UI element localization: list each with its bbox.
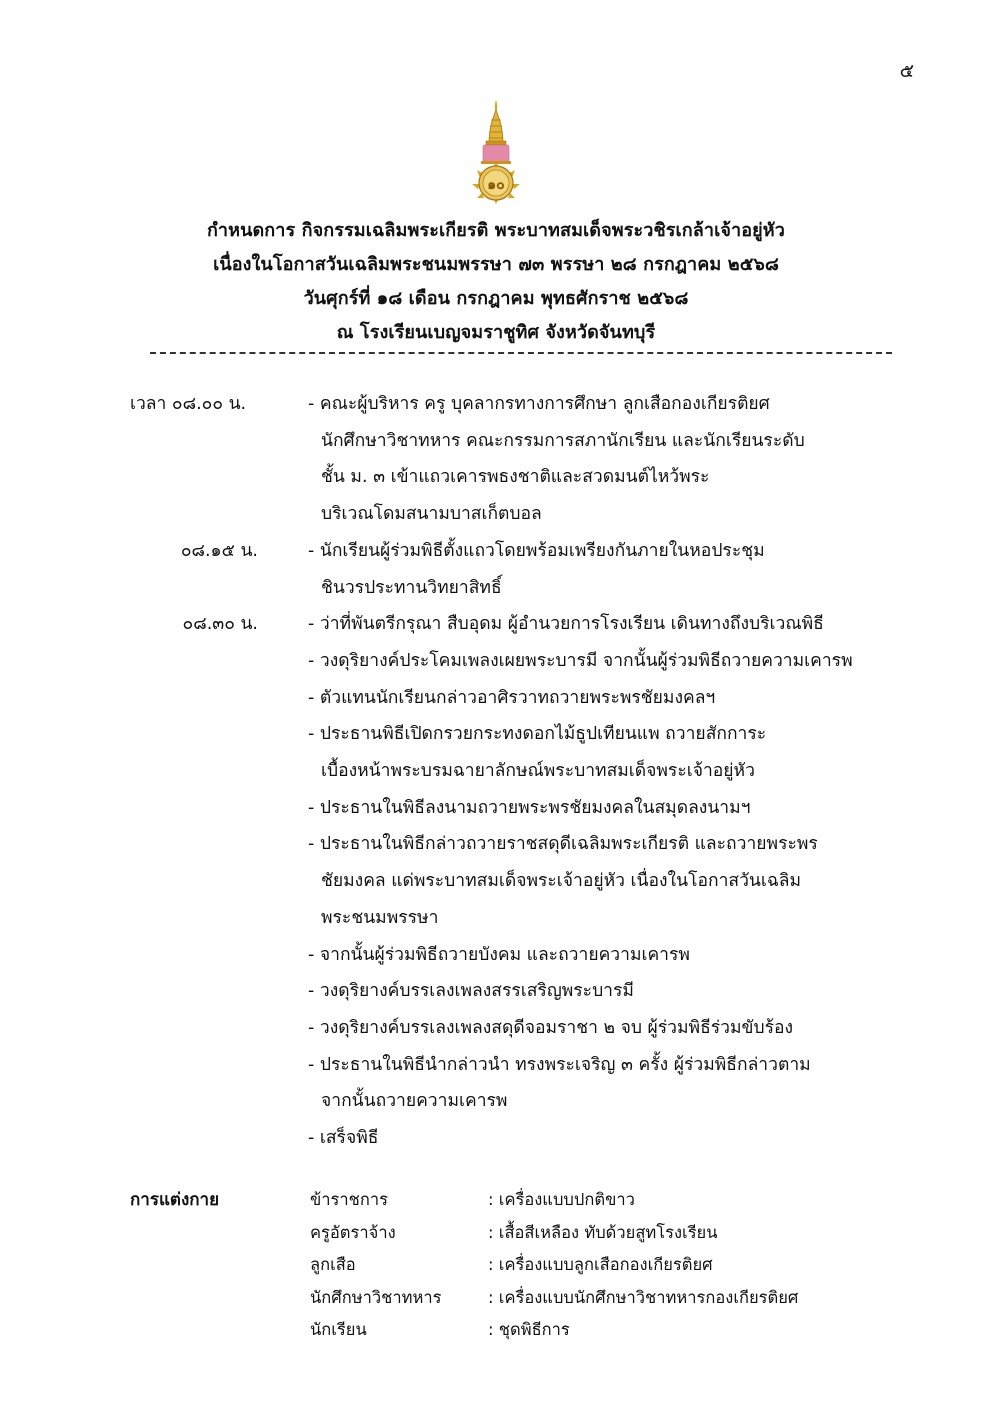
schedule-item-line: - ประธานในพิธีนำกล่าวนำ ทรงพระเจริญ ๓ ครั้ง ผู้ร่วมพิธีกล่าวตาม [308,1054,811,1075]
header-title-line-1: กำหนดการ กิจกรรมเฉลิมพระเกียรติ พระบาทสมเด็จพระวชิรเกล้าเจ้าอยู่หัว [207,220,785,241]
header-title-line-3: วันศุกร์ที่ ๑๘ เดือน กรกฎาคม พุทธศักราช ๒๕๖๘ [303,288,689,309]
schedule-item [308,533,908,606]
dress-code-attire: : ชุดพิธีการ [488,1320,570,1339]
schedule-item [308,1047,908,1120]
schedule-item [308,386,908,533]
schedule-time: เวลา ๐๘.๐๐ น. [130,394,247,414]
schedule-items [308,606,908,1157]
schedule-item [308,973,908,1010]
schedule-item-line: - ตัวแทนนักเรียนกล่าวอาศิรวาทถวายพระพรชัยมงคลฯ [308,687,716,708]
schedule-item-line: - วงดุริยางค์ประโคมเพลงเผยพระบารมี จากนั้นผู้ร่วมพิธีถวายความเคารพ [308,650,853,671]
page-number: ๕ [899,60,914,82]
dress-code-row [0,1282,992,1315]
schedule-item-line: พระชนมพรรษา [321,907,439,928]
dress-code-attire: : เครื่องแบบลูกเสือกองเกียรติยศ [488,1255,713,1274]
schedule-item [308,937,908,974]
header-title-line-4: ณ โรงเรียนเบญจมราชูทิศ จังหวัดจันทบุรี [336,322,656,343]
schedule-time: ๐๘.๑๕ น. [180,540,258,561]
dress-code-attire: : เสื้อสีเหลือง ทับด้วยสูทโรงเรียน [488,1222,718,1242]
schedule-item-line: - นักเรียนผู้ร่วมพิธีตั้งแถวโดยพร้อมเพรียงกันภายในหอประชุม [308,540,765,561]
schedule-item-line: บริเวณโดมสนามบาสเก็ตบอล [321,504,542,525]
schedule-item [308,1010,908,1047]
dress-code-group: นักเรียน [310,1320,367,1339]
dress-code-group: ลูกเสือ [310,1255,356,1274]
schedule-time: ๐๘.๓๐ น. [182,614,258,635]
schedule-items [308,386,908,533]
schedule-item [308,826,908,936]
emblem-monogram: ๑๐ [487,177,505,193]
schedule-item [308,643,908,680]
dress-code-row [0,1249,992,1282]
schedule-item [308,1120,908,1157]
dress-code-group: ครูอัตราจ้าง [310,1222,396,1242]
schedule-slot [0,386,992,533]
schedule-list [0,386,992,1157]
dress-code-group: ข้าราชการ [310,1190,388,1209]
schedule-item [308,680,908,717]
schedule-item-line: ชัยมงคล แด่พระบาทสมเด็จพระเจ้าอยู่หัว เนื่องในโอกาสวันเฉลิม [321,871,802,892]
schedule-item [308,606,908,643]
dress-code-attire: : เครื่องแบบนักศึกษาวิชาทหารกองเกียรติยศ [488,1287,799,1307]
schedule-item-line: ชินวรประทานวิทยาสิทธิ์ [321,577,502,598]
schedule-item-line: - ประธานในพิธีลงนามถวายพระพรชัยมงคลในสมุดลงนามฯ [308,797,751,818]
dress-code-section [0,1184,992,1347]
schedule-item-line: - วงดุริยางค์บรรเลงเพลงสดุดีจอมราชา ๒ จบ ผู้ร่วมพิธีร่วมขับร้อง [308,1017,794,1038]
schedule-item-line: - ว่าที่พันตรีกรุณา สืบอุดม ผู้อำนวยการโรงเรียน เดินทางถึงบริเวณพิธี [308,614,824,635]
dress-code-row [0,1184,992,1217]
schedule-item-line: - คณะผู้บริหาร ครู บุคลากรทางการศึกษา ลูกเสือกองเกียรติยศ [308,394,770,414]
dress-code-group: นักศึกษาวิชาทหาร [310,1287,442,1307]
schedule-items [308,533,908,606]
separator-dashed-line [150,352,892,354]
dress-code-attire: : เครื่องแบบปกติขาว [488,1190,635,1209]
dress-code-list [0,1184,992,1347]
schedule-item-line: - ประธานในพิธีกล่าวถวายราชสดุดีเฉลิมพระเกียรติ และถวายพระพร [308,834,818,855]
dress-code-row [0,1217,992,1250]
schedule-item-line: เบื้องหน้าพระบรมฉายาลักษณ์พระบาทสมเด็จพระเจ้าอยู่หัว [321,761,755,782]
dress-code-row [0,1314,992,1347]
schedule-item-line: นักศึกษาวิชาทหาร คณะกรรมการสภานักเรียน และนักเรียนระดับ [321,430,805,451]
schedule-item-line: - ประธานพิธีเปิดกรวยกระทงดอกไม้ธูปเทียนแพ ถวายสักการะ [308,724,767,745]
schedule-item [308,790,908,827]
schedule-item-line: - จากนั้นผู้ร่วมพิธีถวายบังคม และถวายความเคารพ [308,944,690,965]
dress-code-title: การแต่งกาย [130,1190,220,1210]
schedule-item-line: - เสร็จพิธี [308,1128,379,1149]
schedule-item-line: จากนั้นถวายความเคารพ [321,1091,508,1112]
header-title-line-2: เนื่องในโอกาสวันเฉลิมพระชนมพรรษา ๗๓ พรรษา ๒๘ กรกฎาคม ๒๕๖๘ [213,254,779,275]
schedule-item-line: ชั้น ม. ๓ เข้าแถวเคารพธงชาติและสวดมนต์ไหว้พระ [321,467,710,488]
royal-emblem-icon [469,98,523,204]
schedule-item [308,716,908,789]
document-header [0,214,992,350]
schedule-slot [0,606,992,1157]
schedule-item-line: - วงดุริยางค์บรรเลงเพลงสรรเสริญพระบารมี [308,981,634,1002]
schedule-slot [0,533,992,606]
